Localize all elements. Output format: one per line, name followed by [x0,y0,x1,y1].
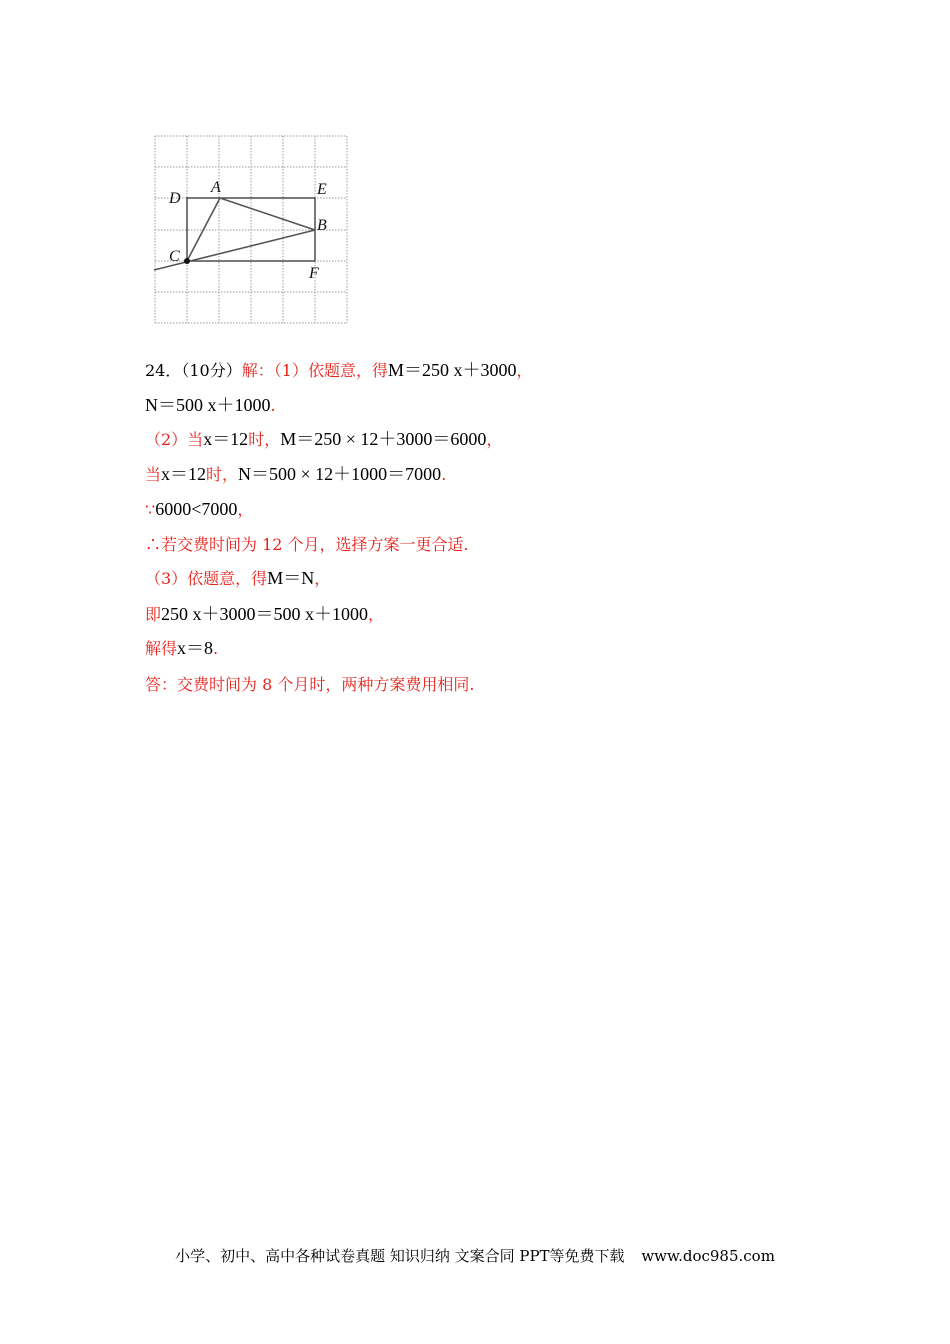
equation: 250 x＋3000＝500 x＋1000 [161,604,369,624]
solution-line-6 [145,535,469,555]
equation-M-equals-N: M＝N [267,568,315,588]
punct: ， [486,430,503,449]
punct: ， [368,605,385,624]
solution-line-8 [145,604,384,625]
x-value: x＝12 [161,464,207,484]
final-answer: 答：交费时间为 8 个月时，两种方案费用相同. [145,675,475,694]
label-B: B [317,217,327,234]
label-E: E [317,181,327,198]
label-F: F [309,265,319,282]
solution-line-3 [145,429,502,450]
text: 解得 [145,639,178,658]
label-A: A [211,179,221,196]
equation-N-value: N＝500 × 12＋1000＝7000 [238,464,442,484]
equation-M: M＝250 x＋3000 [387,360,517,380]
text: 即 [145,605,162,624]
solution-line-9 [145,638,218,659]
punct: ， [237,500,254,519]
segment-AB [220,198,315,230]
grid-figure [148,130,354,328]
punct: . [213,639,219,658]
label-D: D [169,190,181,207]
part3-intro: （3）依题意，得 [145,569,268,588]
footer-text: 小学、初中、高中各种试卷真题 知识归纳 文案合同 PPT等免费下载 [175,1247,625,1265]
text: 时， [248,430,281,449]
solution-line-7 [145,568,330,589]
equation-M-value: M＝250 × 12＋3000＝6000 [280,429,487,449]
x-value: x＝12 [203,429,249,449]
question-score: （10分） [181,361,242,380]
equation-N: N＝500 x＋1000 [145,395,271,415]
text: 时， [206,465,239,484]
point-C [184,258,190,264]
conclusion-part2: ∴若交费时间为 12 个月，选择方案一更合适. [145,535,469,554]
solution-line-4 [145,464,446,485]
footer-url[interactable]: www.doc985.com [641,1247,775,1265]
punct: . [441,465,447,484]
solution-line-2 [145,395,276,416]
solution-line-5 [145,499,253,520]
punct: ， [516,361,533,380]
x-solution: x＝8 [177,638,214,658]
part1-intro: （1）依题意，得 [273,361,388,380]
page-footer [0,1245,950,1266]
jie-label: 解： [241,361,274,380]
punct: ， [314,569,331,588]
because-symbol: ∵ [145,500,156,519]
text: 当 [145,465,162,484]
comparison: 6000<7000 [155,499,238,519]
part2-intro: （2）当 [145,430,204,449]
punct: . [270,396,276,415]
label-C: C [169,248,180,265]
question-number: 24． [145,361,182,380]
solution-line-10 [145,675,474,695]
solution-line-1 [145,360,532,381]
